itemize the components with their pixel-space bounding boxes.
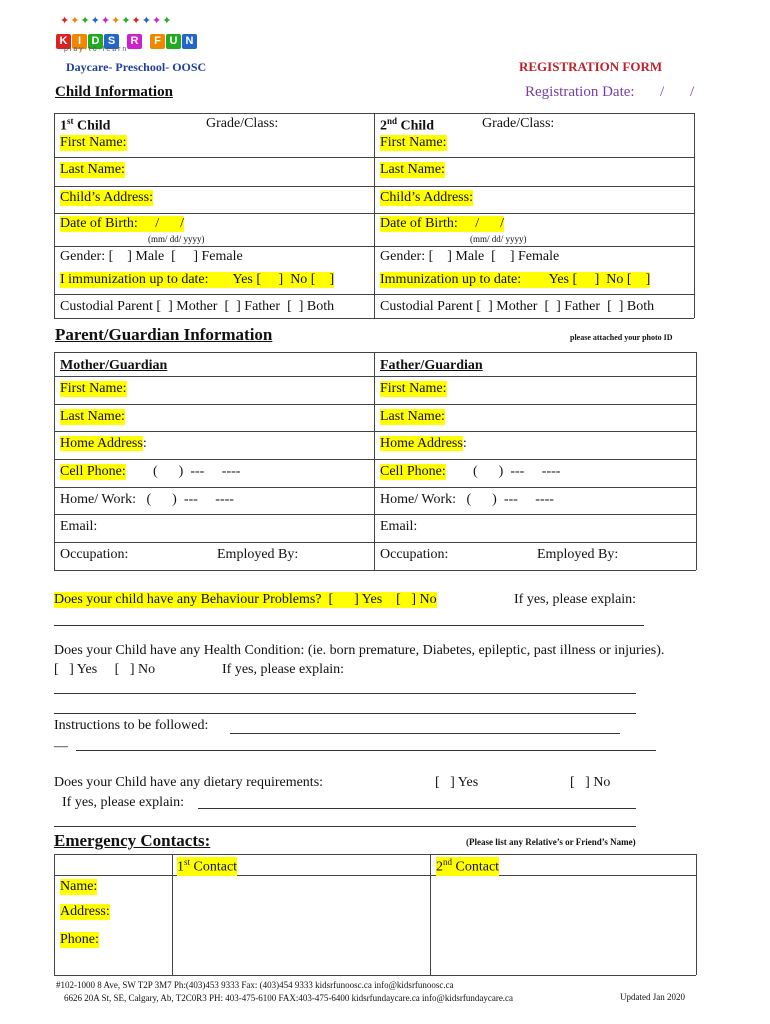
logo	[56, 14, 231, 54]
logo-letter: K	[56, 34, 71, 49]
mother-cell-label: Cell Phone:	[60, 464, 126, 479]
emergency-phone-label: Phone:	[60, 932, 99, 947]
health-explain-line[interactable]	[54, 693, 636, 694]
table-border	[54, 854, 696, 855]
child1-grade-label: Grade/Class:	[206, 116, 279, 131]
dietary-no-checkbox[interactable]: [ ] No	[570, 775, 611, 790]
dietary-explain-line[interactable]	[54, 826, 636, 827]
registration-date-label: Registration Date:	[525, 84, 635, 100]
mother-occupation-field[interactable]: Occupation:	[60, 547, 129, 562]
table-border	[54, 542, 696, 543]
contact2-header	[436, 857, 499, 876]
father-guardian-title: Father/Guardian	[380, 358, 483, 373]
table-border	[694, 113, 695, 318]
logo-letter: I	[72, 34, 87, 49]
mother-employed-field[interactable]: Employed By:	[217, 547, 299, 562]
emergency-heading: Emergency Contacts:	[54, 831, 211, 850]
colon: :	[142, 436, 147, 451]
father-home-work-field[interactable]: Home/ Work: ( ) --- ----	[380, 492, 554, 507]
child2-custodial-field[interactable]: Custodial Parent [ ] Mother [ ] Father [ ] Both	[380, 299, 655, 314]
table-border	[54, 404, 696, 405]
instructions-label: Instructions to be followed:	[54, 718, 209, 733]
logo-letter: R	[127, 34, 142, 49]
logo-letter: F	[150, 34, 165, 49]
photo-id-note: please attached your photo ID	[570, 333, 673, 342]
emergency-address-label: Address:	[60, 904, 110, 919]
parent-info-heading: Parent/Guardian Information	[55, 325, 273, 344]
mother-home-address-label: Home Address	[60, 436, 143, 451]
table-border	[54, 514, 696, 515]
health-explain-line[interactable]	[54, 713, 636, 714]
instructions-dash: —	[54, 739, 68, 754]
date-separator: /	[660, 84, 665, 100]
table-border	[172, 854, 173, 975]
table-border	[696, 352, 697, 570]
father-employed-field[interactable]: Employed By:	[537, 547, 619, 562]
child2-number: 2	[380, 118, 387, 134]
contact1-header	[177, 857, 237, 876]
instructions-line[interactable]	[76, 750, 656, 751]
logo-tagline: p l a y · t o · l e a r n	[64, 46, 127, 53]
child2-sup: nd	[387, 116, 398, 126]
date-separator: /	[690, 84, 695, 100]
table-border	[54, 431, 696, 432]
logo-letter	[143, 29, 149, 44]
logo-letter: D	[88, 34, 103, 49]
father-occupation-field[interactable]: Occupation:	[380, 547, 449, 562]
mother-email-field[interactable]: Email:	[60, 519, 98, 534]
child2-word: Child	[400, 118, 434, 134]
table-border	[54, 570, 696, 571]
contact2-word: Contact	[455, 859, 500, 875]
table-border	[54, 875, 696, 876]
logo-letter: U	[166, 34, 181, 49]
mother-home-work-field[interactable]: Home/ Work: ( ) --- ----	[60, 492, 234, 507]
child1-address-field[interactable]: Child’s Address:	[60, 190, 153, 205]
dietary-question: Does your Child have any dietary requirements:	[54, 775, 324, 790]
table-border	[54, 352, 696, 353]
table-border	[54, 975, 696, 976]
child2-dob-format: (mm/ dd/ yyyy)	[470, 234, 527, 244]
mother-cell-field[interactable]: ( ) --- ----	[153, 464, 241, 479]
child2-title	[380, 116, 434, 135]
child2-address-field[interactable]: Child’s Address:	[380, 190, 473, 205]
child1-last-name-field[interactable]: Last Name:	[60, 162, 125, 177]
child2-gender-field[interactable]: Gender: [ ] Male [ ] Female	[380, 249, 560, 264]
health-explain-label: If yes, please explain:	[222, 662, 345, 677]
behaviour-explain-line[interactable]	[54, 625, 644, 626]
father-home-address-field[interactable]	[380, 436, 467, 452]
child1-custodial-field[interactable]: Custodial Parent [ ] Mother [ ] Father [ ] Both	[60, 299, 335, 314]
logo-letter: S	[104, 34, 119, 49]
contact1-sup: st	[184, 857, 191, 867]
logo-letter: N	[182, 34, 197, 49]
table-border	[430, 854, 431, 975]
father-email-field[interactable]: Email:	[380, 519, 418, 534]
logo-letter	[120, 29, 126, 44]
father-first-name-field[interactable]: First Name:	[380, 381, 447, 396]
form-title: REGISTRATION FORM	[519, 59, 663, 74]
emergency-note: (Please list any Relative’s or Friend’s Name)	[466, 837, 636, 847]
mother-first-name-field[interactable]: First Name:	[60, 381, 127, 396]
health-options[interactable]: [ ] Yes [ ] No	[54, 662, 156, 677]
contact2-number: 2	[436, 859, 443, 875]
table-border	[374, 352, 375, 570]
table-border	[54, 376, 696, 377]
table-border	[374, 113, 375, 318]
contact2-sup: nd	[443, 857, 452, 867]
emergency-name-label: Name:	[60, 879, 98, 894]
child1-first-name-field[interactable]: First Name:	[60, 135, 127, 150]
child1-dob-format: (mm/ dd/ yyyy)	[148, 234, 205, 244]
colon: :	[462, 436, 467, 451]
child2-grade-label: Grade/Class:	[482, 116, 555, 131]
footer-updated: Updated Jan 2020	[620, 992, 685, 1002]
child2-last-name-field[interactable]: Last Name:	[380, 162, 445, 177]
child1-gender-field[interactable]: Gender: [ ] Male [ ] Female	[60, 249, 243, 264]
father-last-name-field[interactable]: Last Name:	[380, 409, 445, 424]
program-label: Daycare- Preschool- OOSC	[66, 60, 207, 74]
father-cell-label: Cell Phone:	[380, 464, 446, 479]
mother-guardian-title: Mother/Guardian	[60, 358, 168, 373]
mother-last-name-field[interactable]: Last Name:	[60, 409, 125, 424]
table-border	[696, 854, 697, 975]
instructions-line[interactable]	[230, 733, 620, 734]
table-border	[54, 352, 55, 570]
child2-first-name-field[interactable]: First Name:	[380, 135, 447, 150]
father-home-address-label: Home Address	[380, 436, 463, 451]
dietary-explain-label: If yes, please explain:	[62, 795, 185, 810]
child2-immunization-field[interactable]: Immunization up to date: Yes [ ] No [ ]	[380, 272, 651, 287]
table-border	[54, 487, 696, 488]
health-question: Does your Child have any Health Condition: (ie. born premature, Diabetes, epileptic, past illness or injuries).	[54, 643, 665, 658]
footer-address-line1: #102-1000 8 Ave, SW T2P 3M7 Ph:(403)453 9333 Fax: (403)454 9333 kidsrfunoosc.ca info@kidsrfunoosc.ca	[56, 980, 454, 990]
behaviour-question[interactable]: Does your child have any Behaviour Problems? [ ] Yes [ ] No	[54, 592, 437, 607]
footer-address-line2: 6626 20A St, SE, Calgary, Ab, T2C0R3 PH: 403-475-6100 FAX:403-475-6400 kidsrfundaycare.ca info@kidsrfundaycare.ca	[64, 993, 514, 1003]
child2-dob-field[interactable]: Date of Birth: / /	[380, 216, 505, 231]
child1-number: 1	[60, 118, 67, 134]
logo-figures: ✦✦✦✦✦✦✦✦✦✦✦	[60, 15, 173, 27]
child1-word: Child	[77, 118, 111, 134]
table-border	[54, 113, 55, 318]
father-cell-field[interactable]: ( ) --- ----	[473, 464, 561, 479]
contact1-number: 1	[177, 859, 184, 875]
table-border	[54, 459, 696, 460]
table-border	[54, 318, 694, 319]
dietary-yes-checkbox[interactable]: [ ] Yes	[435, 775, 479, 790]
child1-title	[60, 116, 110, 135]
dietary-explain-line[interactable]	[198, 808, 636, 809]
table-border	[54, 854, 55, 975]
contact1-word: Contact	[193, 859, 238, 875]
mother-home-address-field[interactable]	[60, 436, 147, 452]
child1-immunization-field[interactable]: I immunization up to date: Yes [ ] No [ ]	[60, 272, 335, 287]
child-info-heading: Child Information	[55, 84, 173, 100]
behaviour-explain-label: If yes, please explain:	[514, 592, 637, 607]
child1-sup: st	[67, 116, 74, 126]
child1-dob-field[interactable]: Date of Birth: / /	[60, 216, 185, 231]
